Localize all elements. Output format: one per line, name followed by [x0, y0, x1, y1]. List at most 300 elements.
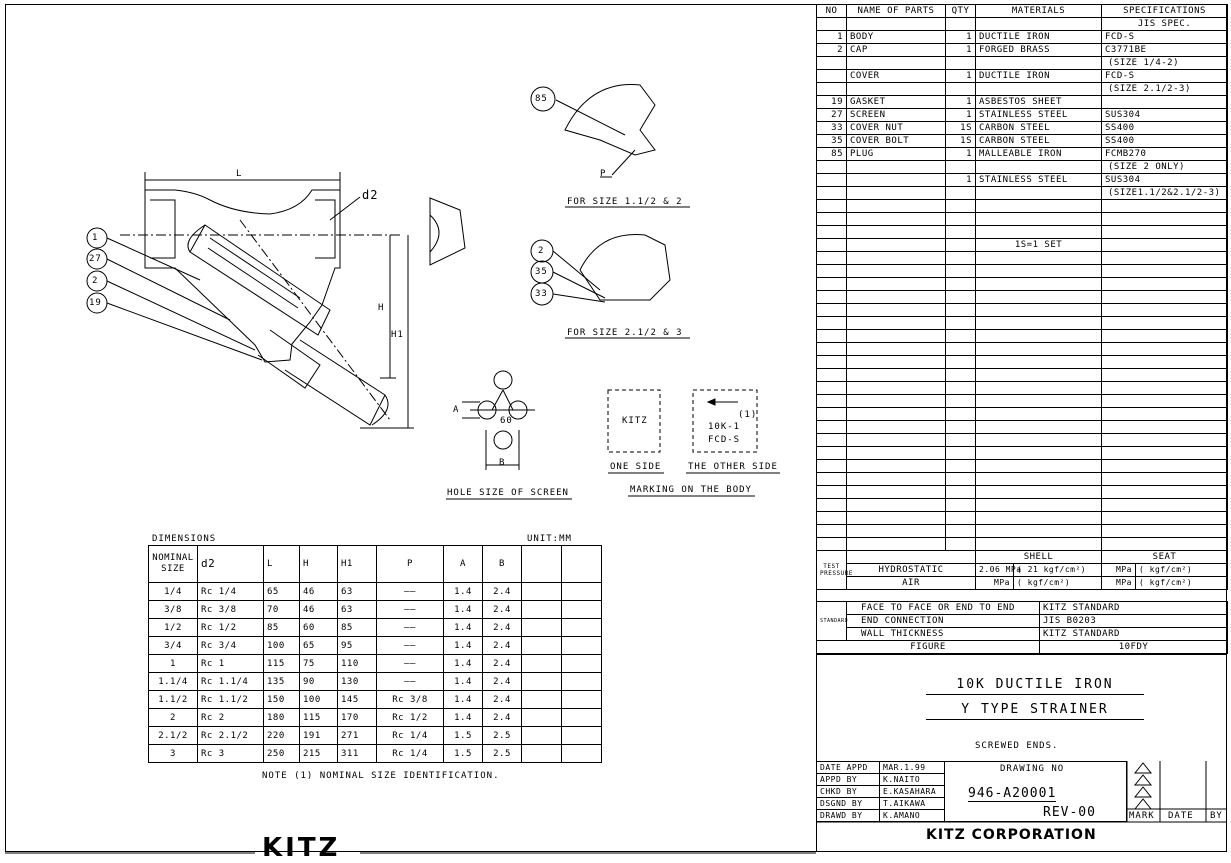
parts-row: [817, 174, 1228, 187]
dimensions-cell: 271: [338, 727, 377, 745]
parts-row: [817, 239, 1228, 252]
parts-row: [817, 473, 1228, 486]
dimensions-cell: 2.4: [483, 691, 522, 709]
parts-cell: [817, 200, 847, 213]
parts-cell: [946, 369, 976, 382]
standard-value: KITZ STANDARD: [1040, 602, 1228, 615]
parts-cell: COVER NUT: [847, 122, 946, 135]
hydrostatic-label: HYDROSTATIC: [847, 564, 976, 577]
caption-one-side: ONE SIDE: [610, 462, 662, 472]
parts-cell: [946, 239, 976, 252]
dim-empty: [522, 546, 562, 583]
dimensions-cell: 2.4: [483, 583, 522, 601]
parts-cell: [1102, 226, 1228, 239]
parts-cell: [976, 265, 1102, 278]
air-label: AIR: [847, 577, 976, 590]
parts-cell: MALLEABLE IRON: [976, 148, 1102, 161]
parts-cell: [1102, 278, 1228, 291]
parts-cell: [1102, 395, 1228, 408]
label-angle: 60: [500, 416, 513, 426]
parts-cell: [1102, 200, 1228, 213]
parts-cell: COVER: [847, 70, 946, 83]
parts-row: [817, 512, 1228, 525]
parts-cell: [817, 239, 847, 252]
parts-row: [817, 44, 1228, 57]
dimensions-cell: 130: [338, 673, 377, 691]
parts-cell: [847, 304, 946, 317]
marking-kitz: KITZ: [622, 416, 648, 426]
dimensions-cell: 1/2: [149, 619, 198, 637]
dimensions-cell: 311: [338, 745, 377, 763]
parts-cell: 1: [946, 70, 976, 83]
parts-cell: [1102, 486, 1228, 499]
parts-cell: [847, 317, 946, 330]
balloon-19: 19: [89, 298, 102, 308]
parts-cell: [976, 200, 1102, 213]
parts-cell: [946, 57, 976, 70]
parts-cell: [946, 252, 976, 265]
parts-row: [817, 317, 1228, 330]
dimensions-row: [149, 691, 602, 709]
standard-table: [816, 601, 1228, 654]
dimensions-cell: Rc 1/4: [377, 745, 444, 763]
dimensions-cell: Rc 1.1/4: [198, 673, 264, 691]
dimensions-cell: Rc 1/4: [377, 727, 444, 745]
parts-cell: [976, 369, 1102, 382]
parts-cell: [1102, 447, 1228, 460]
dimensions-cell: 215: [300, 745, 338, 763]
parts-cell: [817, 187, 847, 200]
parts-cell: [817, 213, 847, 226]
body-outline: [145, 190, 340, 362]
dimensions-cell: 2.4: [483, 637, 522, 655]
parts-cell: [946, 18, 976, 31]
parts-cell: [976, 278, 1102, 291]
parts-cell: [946, 473, 976, 486]
approval-value: E.KASAHARA: [880, 786, 945, 798]
dimensions-cell: 3: [149, 745, 198, 763]
dimensions-cell: Rc 3/8: [377, 691, 444, 709]
caption-large-size: FOR SIZE 2.1/2 & 3: [567, 328, 683, 338]
parts-cell: [1102, 408, 1228, 421]
parts-cell: [847, 213, 946, 226]
dim-empty: [522, 727, 562, 745]
parts-cell: [817, 473, 847, 486]
pressure-section-label: TEST PRESSURE: [817, 551, 847, 590]
parts-cell: CARBON STEEL: [976, 135, 1102, 148]
dim-empty: [522, 601, 562, 619]
dimensions-cell: 3/4: [149, 637, 198, 655]
parts-cell: JIS SPEC.: [1102, 18, 1228, 31]
dimensions-cell: Rc 3/8: [198, 601, 264, 619]
parts-cell: STAINLESS STEEL: [976, 109, 1102, 122]
parts-cell: [847, 57, 946, 70]
standard-item: WALL THICKNESS: [847, 628, 1040, 641]
parts-cell: [817, 499, 847, 512]
parts-cell: [1102, 239, 1228, 252]
parts-cell: [847, 18, 946, 31]
dim-header: P: [377, 546, 444, 583]
dimensions-title: DIMENSIONS: [152, 534, 217, 544]
caption-other-side: THE OTHER SIDE: [688, 462, 778, 472]
parts-cell: [817, 291, 847, 304]
parts-cell: [976, 226, 1102, 239]
parts-cell: 1: [946, 31, 976, 44]
parts-cell: [1102, 343, 1228, 356]
parts-cell: [976, 473, 1102, 486]
dimensions-cell: ——: [377, 619, 444, 637]
parts-cell: [946, 200, 976, 213]
parts-header: QTY: [946, 5, 976, 18]
dimensions-cell: 250: [264, 745, 300, 763]
parts-cell: [946, 486, 976, 499]
kitz-logo: KITZ: [262, 833, 341, 863]
parts-cell: [847, 265, 946, 278]
balloon-85: 85: [535, 94, 548, 104]
parts-cell: [1102, 473, 1228, 486]
dimensions-cell: ——: [377, 637, 444, 655]
balloon-2b: 2: [538, 246, 545, 256]
parts-row: [817, 408, 1228, 421]
parts-cell: [817, 18, 847, 31]
parts-cell: [946, 291, 976, 304]
parts-cell: [847, 369, 946, 382]
balloon-2: 2: [92, 276, 99, 286]
balloon-27: 27: [89, 254, 102, 264]
parts-row: [817, 304, 1228, 317]
parts-row: [817, 499, 1228, 512]
dimensions-cell: 65: [300, 637, 338, 655]
dimensions-cell: 115: [264, 655, 300, 673]
parts-cell: [817, 382, 847, 395]
parts-cell: [1102, 538, 1228, 551]
parts-cell: [847, 343, 946, 356]
parts-cell: [1102, 434, 1228, 447]
marking-note: (1): [738, 410, 758, 420]
parts-cell: COVER BOLT: [847, 135, 946, 148]
parts-cell: [946, 512, 976, 525]
parts-cell: [946, 304, 976, 317]
dim-header: L: [264, 546, 300, 583]
parts-row: [817, 31, 1228, 44]
parts-cell: 2: [817, 44, 847, 57]
dimensions-cell: 2.5: [483, 745, 522, 763]
parts-header: SPECIFICATIONS: [1102, 5, 1228, 18]
dimensions-cell: 46: [300, 583, 338, 601]
revision: REV-00: [1043, 805, 1096, 820]
parts-cell: [976, 525, 1102, 538]
cap-outline: [285, 340, 385, 425]
dimensions-cell: 85: [264, 619, 300, 637]
dimensions-cell: 2.5: [483, 727, 522, 745]
parts-row: [817, 369, 1228, 382]
parts-row: [817, 135, 1228, 148]
parts-cell: [847, 473, 946, 486]
parts-cell: (SIZE 2.1/2-3): [1102, 83, 1228, 96]
parts-cell: DUCTILE IRON: [976, 31, 1102, 44]
parts-cell: [1102, 525, 1228, 538]
parts-cell: [976, 304, 1102, 317]
dim-empty: [562, 673, 602, 691]
dimensions-cell: 191: [300, 727, 338, 745]
label-A: A: [453, 405, 460, 415]
dim-empty: [562, 583, 602, 601]
dimensions-cell: Rc 2.1/2: [198, 727, 264, 745]
dimensions-cell: 1.1/4: [149, 673, 198, 691]
parts-cell: [817, 330, 847, 343]
parts-cell: [847, 460, 946, 473]
dimensions-cell: 220: [264, 727, 300, 745]
parts-cell: [1102, 304, 1228, 317]
dim-empty: [522, 745, 562, 763]
parts-cell: [946, 213, 976, 226]
parts-cell: (SIZE 2 ONLY): [1102, 161, 1228, 174]
parts-cell: [847, 408, 946, 421]
parts-cell: 1: [946, 44, 976, 57]
parts-cell: (SIZE1.1/2&2.1/2-3): [1102, 187, 1228, 200]
parts-row: [817, 434, 1228, 447]
parts-cell: [817, 369, 847, 382]
parts-row: [817, 148, 1228, 161]
dimensions-row: [149, 601, 602, 619]
parts-cell: [976, 161, 1102, 174]
dimensions-cell: 1/4: [149, 583, 198, 601]
balloon-35: 35: [535, 267, 548, 277]
dim-empty: [562, 637, 602, 655]
dimensions-cell: 2: [149, 709, 198, 727]
parts-cell: FCD-S: [1102, 70, 1228, 83]
dimensions-header-row: [149, 546, 602, 583]
dim-header: H: [300, 546, 338, 583]
balloon-33: 33: [535, 289, 548, 299]
dimensions-cell: Rc 3/4: [198, 637, 264, 655]
label-L: L: [236, 169, 243, 179]
dimensions-cell: 1.4: [444, 673, 483, 691]
hydro-shell-mpa: 2.06 MPa: [976, 564, 1014, 577]
dim-header: H1: [338, 546, 377, 583]
dimensions-cell: 115: [300, 709, 338, 727]
dimensions-note: NOTE (1) NOMINAL SIZE IDENTIFICATION.: [262, 771, 500, 781]
parts-cell: [946, 525, 976, 538]
dimensions-cell: 1.4: [444, 601, 483, 619]
parts-row: [817, 460, 1228, 473]
parts-cell: [817, 226, 847, 239]
parts-cell: [946, 343, 976, 356]
parts-cell: [817, 421, 847, 434]
dimensions-cell: 70: [264, 601, 300, 619]
parts-cell: 33: [817, 122, 847, 135]
parts-row: [817, 109, 1228, 122]
parts-cell: [946, 330, 976, 343]
approval-row: [817, 774, 945, 786]
parts-row: [817, 356, 1228, 369]
parts-cell: 35: [817, 135, 847, 148]
approval-role: DSGND BY: [817, 798, 880, 810]
parts-cell: [847, 161, 946, 174]
parts-cell: [1102, 356, 1228, 369]
approval-role: APPD BY: [817, 774, 880, 786]
parts-row: [817, 525, 1228, 538]
caption-marking-on-body: MARKING ON THE BODY: [630, 485, 752, 495]
parts-cell: [817, 161, 847, 174]
parts-cell: [976, 252, 1102, 265]
parts-cell: [976, 356, 1102, 369]
parts-cell: 1: [946, 109, 976, 122]
parts-cell: CARBON STEEL: [976, 122, 1102, 135]
parts-cell: 1: [817, 31, 847, 44]
dimensions-cell: 2.4: [483, 601, 522, 619]
parts-row: [817, 70, 1228, 83]
parts-cell: [1102, 369, 1228, 382]
parts-cell: [847, 421, 946, 434]
dimensions-row: [149, 727, 602, 745]
parts-cell: [946, 226, 976, 239]
parts-cell: [847, 512, 946, 525]
parts-cell: PLUG: [847, 148, 946, 161]
dim-empty: [562, 691, 602, 709]
parts-cell: [976, 434, 1102, 447]
parts-header: NAME OF PARTS: [847, 5, 946, 18]
title-line-1: 10K DUCTILE IRON: [926, 677, 1144, 695]
dimensions-row: [149, 619, 602, 637]
air-seat-kgf: ( kgf/cm²): [1136, 577, 1228, 590]
parts-cell: [976, 395, 1102, 408]
hydro-seat-mpa: MPa: [1102, 564, 1136, 577]
dimensions-unit: UNIT:MM: [527, 534, 572, 544]
parts-cell: [1102, 421, 1228, 434]
dim-empty: [562, 619, 602, 637]
mark-label: MARK: [1129, 811, 1155, 821]
parts-cell: BODY: [847, 31, 946, 44]
parts-cell: [946, 408, 976, 421]
label-P: P: [600, 169, 607, 179]
parts-cell: [817, 252, 847, 265]
parts-cell: [847, 174, 946, 187]
dimensions-cell: 145: [338, 691, 377, 709]
parts-cell: [847, 395, 946, 408]
parts-row: [817, 96, 1228, 109]
approval-value: K.AMANO: [880, 810, 945, 822]
parts-cell: [976, 291, 1102, 304]
parts-cell: [817, 174, 847, 187]
parts-row: [817, 395, 1228, 408]
parts-cell: [946, 460, 976, 473]
dimensions-cell: 1.4: [444, 691, 483, 709]
parts-cell: GASKET: [847, 96, 946, 109]
parts-cell: [1102, 265, 1228, 278]
dim-empty: [522, 709, 562, 727]
parts-cell: 19: [817, 96, 847, 109]
parts-cell: [817, 460, 847, 473]
parts-cell: [976, 447, 1102, 460]
parts-cell: [1102, 499, 1228, 512]
parts-row: [817, 122, 1228, 135]
parts-cell: [847, 278, 946, 291]
dimensions-cell: 1.5: [444, 727, 483, 745]
parts-cell: [976, 187, 1102, 200]
parts-cell: [817, 70, 847, 83]
hydro-shell-kgf: ( 21 kgf/cm²): [1014, 564, 1102, 577]
approval-value: K.NAITO: [880, 774, 945, 786]
parts-row: [817, 57, 1228, 70]
dimensions-cell: Rc 2: [198, 709, 264, 727]
parts-row: [817, 226, 1228, 239]
balloon-1: 1: [92, 233, 99, 243]
parts-cell: 1S: [946, 122, 976, 135]
dimensions-cell: 95: [338, 637, 377, 655]
dimensions-cell: 100: [300, 691, 338, 709]
dim-header: d2: [198, 546, 264, 583]
figure-label: FIGURE: [817, 641, 1040, 654]
parts-cell: [976, 460, 1102, 473]
dimensions-cell: 63: [338, 583, 377, 601]
dim-empty: [522, 691, 562, 709]
dimensions-row: [149, 709, 602, 727]
parts-cell: [946, 499, 976, 512]
dimensions-cell: 1.4: [444, 655, 483, 673]
date-label: DATE: [1168, 811, 1194, 821]
dimensions-cell: 2.4: [483, 655, 522, 673]
dimensions-cell: ——: [377, 673, 444, 691]
standard-item: FACE TO FACE OR END TO END: [847, 602, 1040, 615]
parts-cell: [847, 187, 946, 200]
parts-cell: [976, 499, 1102, 512]
dim-empty: [522, 655, 562, 673]
dimensions-cell: 65: [264, 583, 300, 601]
standard-value: KITZ STANDARD: [1040, 628, 1228, 641]
parts-cell: [847, 447, 946, 460]
parts-cell: [976, 421, 1102, 434]
parts-cell: [946, 395, 976, 408]
parts-cell: [1102, 291, 1228, 304]
dimensions-cell: 46: [300, 601, 338, 619]
parts-cell: 27: [817, 109, 847, 122]
parts-cell: 1S: [946, 135, 976, 148]
dimensions-cell: ——: [377, 583, 444, 601]
detail-large-outline: [580, 234, 670, 300]
dimensions-cell: Rc 1: [198, 655, 264, 673]
dimensions-cell: 1.4: [444, 619, 483, 637]
parts-row: [817, 18, 1228, 31]
dimensions-row: [149, 655, 602, 673]
company-name: KITZ CORPORATION: [926, 827, 1097, 843]
parts-cell: STAINLESS STEEL: [976, 174, 1102, 187]
parts-cell: [946, 356, 976, 369]
parts-cell: CAP: [847, 44, 946, 57]
dimensions-cell: 180: [264, 709, 300, 727]
parts-cell: [817, 83, 847, 96]
parts-cell: [847, 252, 946, 265]
approval-row: [817, 762, 945, 774]
parts-cell: [1102, 317, 1228, 330]
approval-row: [817, 786, 945, 798]
parts-cell: [817, 525, 847, 538]
parts-cell: [1102, 213, 1228, 226]
parts-cell: [817, 512, 847, 525]
parts-cell: [1102, 460, 1228, 473]
parts-cell: SS400: [1102, 122, 1228, 135]
parts-cell: [946, 434, 976, 447]
parts-cell: [946, 538, 976, 551]
parts-cell: [1102, 96, 1228, 109]
parts-cell: [817, 343, 847, 356]
parts-cell: [1102, 382, 1228, 395]
dim-header: B: [483, 546, 522, 583]
parts-row: [817, 252, 1228, 265]
parts-cell: [847, 226, 946, 239]
parts-cell: [847, 434, 946, 447]
parts-cell: [976, 83, 1102, 96]
